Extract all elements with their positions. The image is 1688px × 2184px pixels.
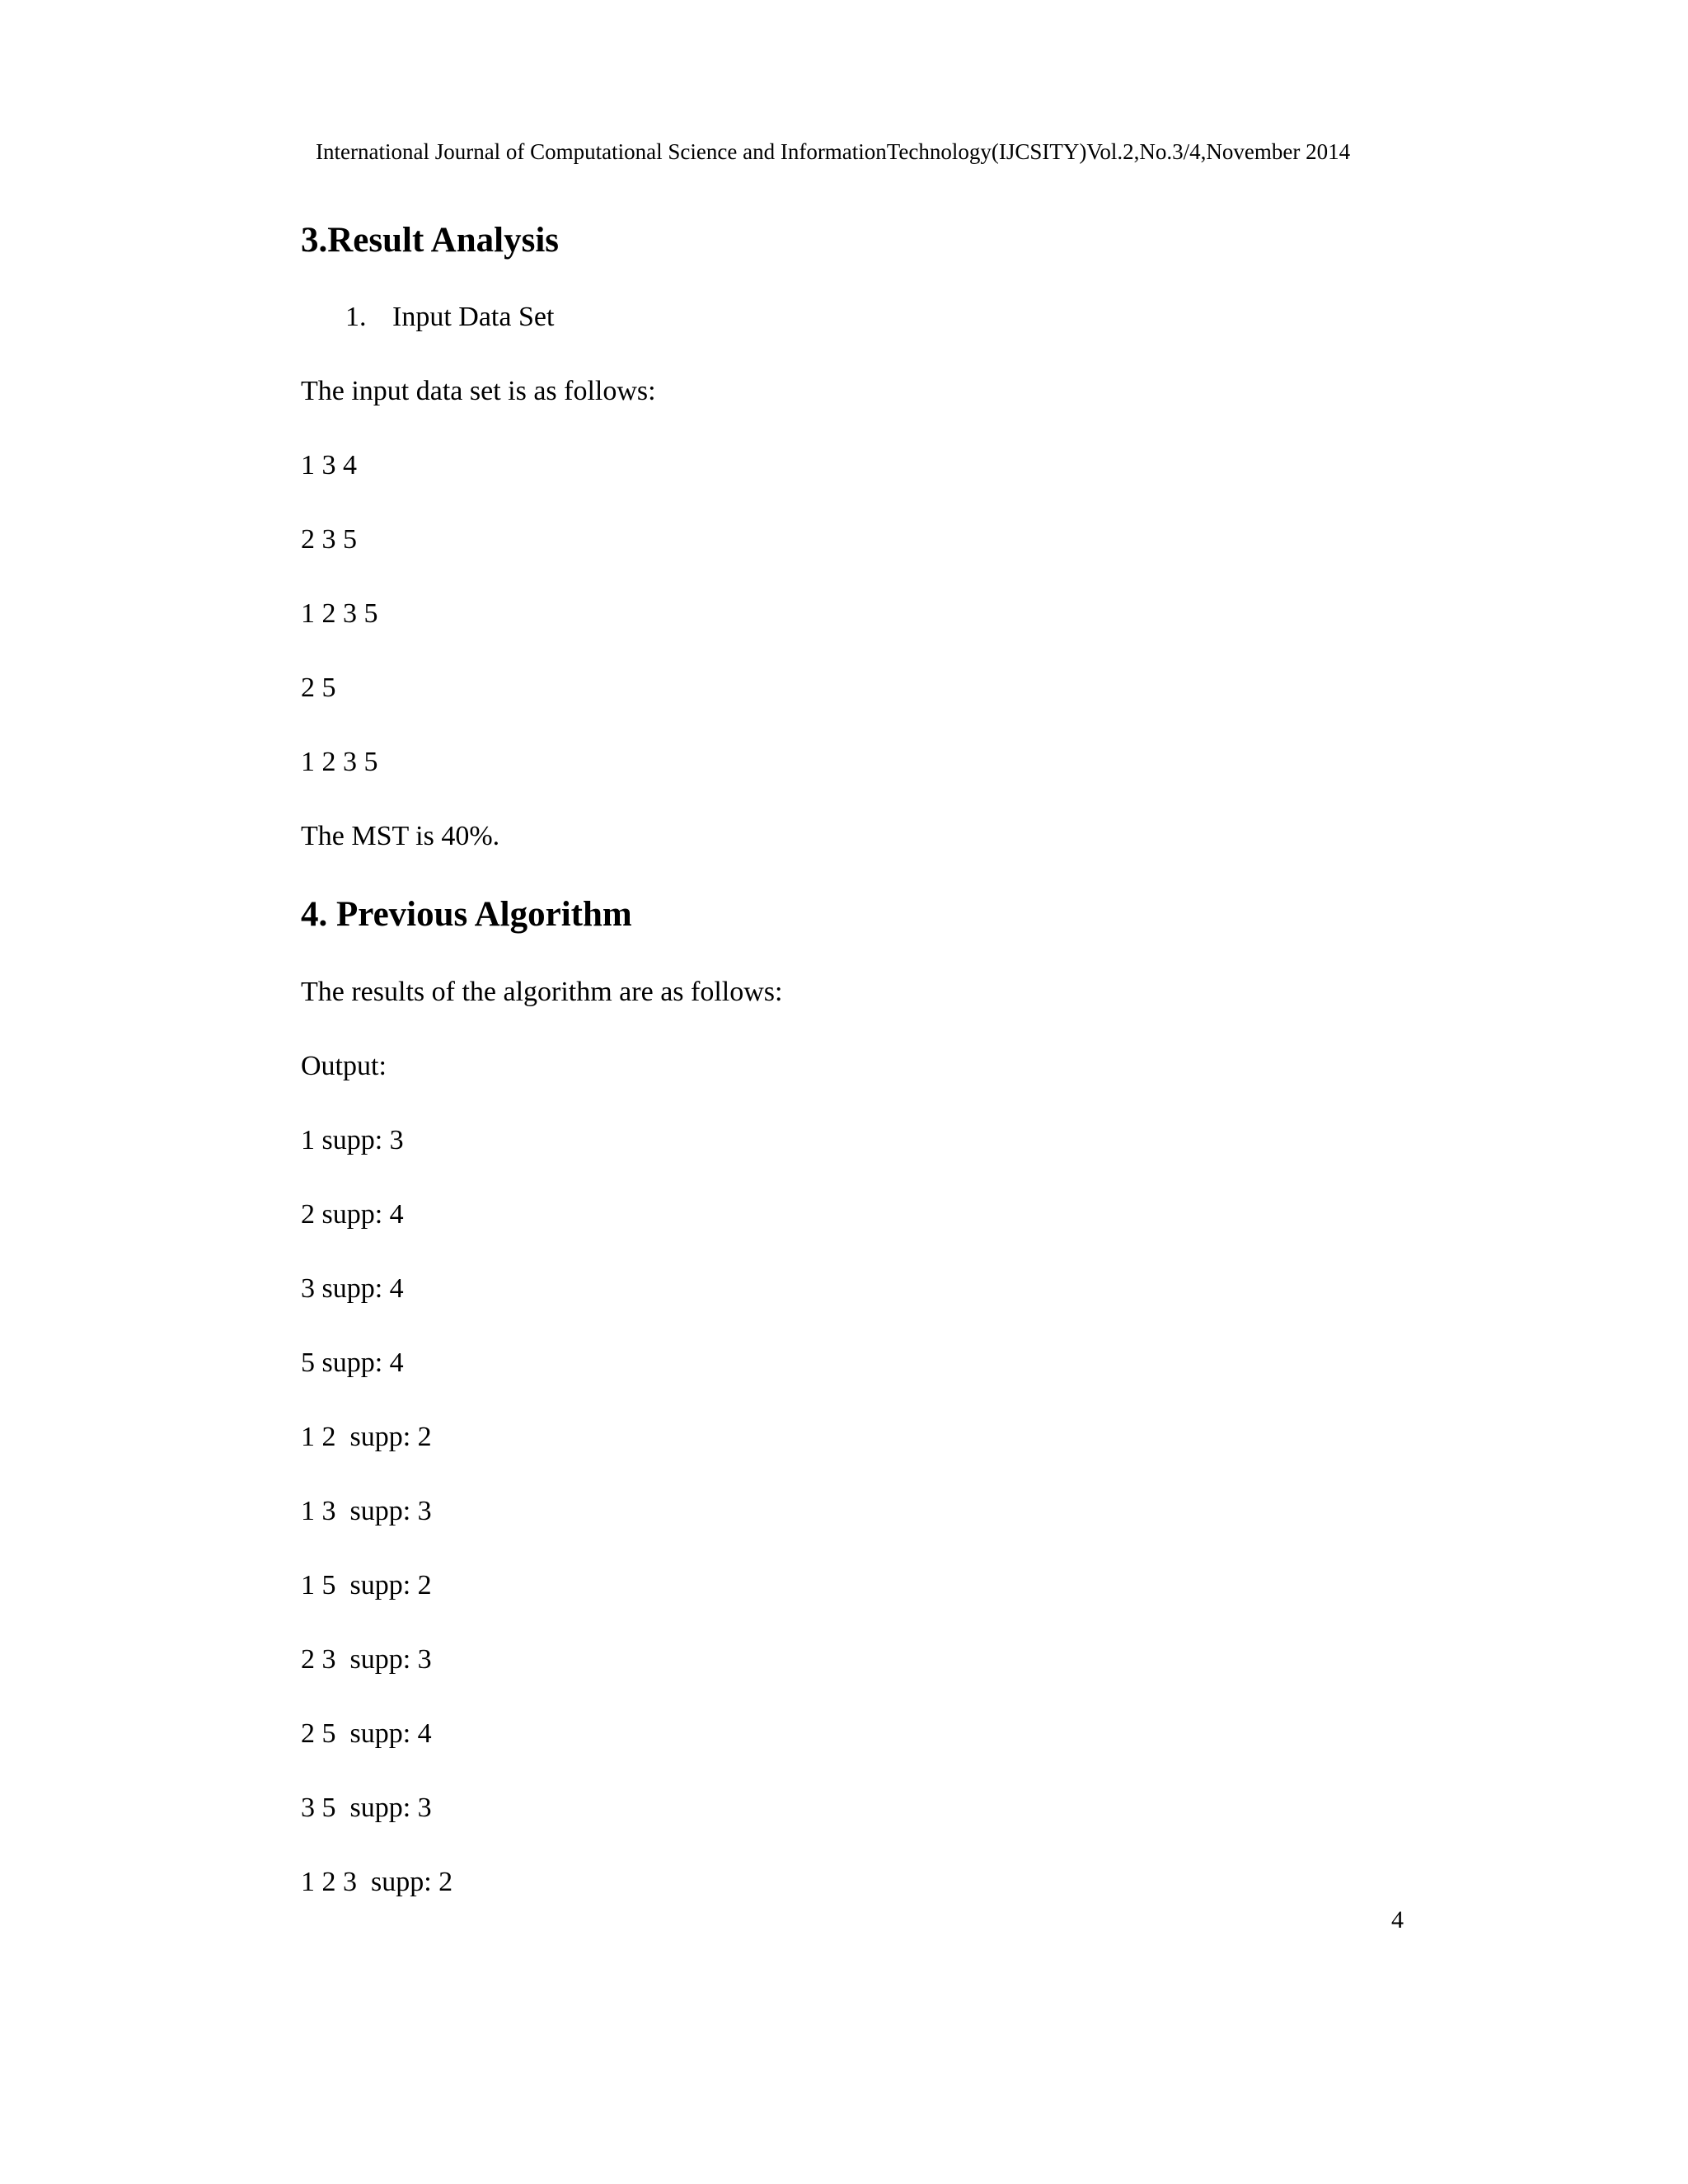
section-4-intro: The results of the algorithm are as follows: bbox=[301, 977, 783, 1007]
output-label: Output: bbox=[301, 1051, 387, 1081]
result-line: 3 supp: 4 bbox=[301, 1273, 404, 1304]
transaction-line: 2 3 5 bbox=[301, 524, 357, 555]
result-line: 1 2 supp: 2 bbox=[301, 1422, 432, 1452]
page-number: 4 bbox=[1391, 1906, 1404, 1933]
result-line: 3 5 supp: 3 bbox=[301, 1793, 432, 1823]
result-line: 2 supp: 4 bbox=[301, 1199, 404, 1230]
transaction-line: 1 2 3 5 bbox=[301, 747, 378, 777]
result-line: 1 3 supp: 3 bbox=[301, 1496, 432, 1526]
result-line: 2 3 supp: 3 bbox=[301, 1644, 432, 1675]
section-3-intro: The input data set is as follows: bbox=[301, 376, 656, 406]
result-line: 1 supp: 3 bbox=[301, 1125, 404, 1155]
transaction-line: 2 5 bbox=[301, 673, 336, 703]
list-item-input-data-set bbox=[345, 299, 554, 335]
transaction-line: 1 3 4 bbox=[301, 450, 357, 480]
result-line: 2 5 supp: 4 bbox=[301, 1718, 432, 1749]
mst-statement: The MST is 40%. bbox=[301, 821, 500, 851]
running-head: International Journal of Computational Science and InformationTechnology(IJCSITY)Vol.2,No.3/4,November 2014 bbox=[316, 139, 1351, 164]
list-item-text: Input Data Set bbox=[392, 302, 555, 332]
transaction-line: 1 2 3 5 bbox=[301, 598, 378, 629]
result-line: 1 5 supp: 2 bbox=[301, 1570, 432, 1601]
result-line: 1 2 3 supp: 2 bbox=[301, 1867, 453, 1897]
section-3-title: 3.Result Analysis bbox=[301, 221, 560, 260]
section-4-title: 4. Previous Algorithm bbox=[301, 895, 632, 934]
list-item-number: 1. bbox=[345, 302, 367, 332]
result-line: 5 supp: 4 bbox=[301, 1347, 404, 1378]
